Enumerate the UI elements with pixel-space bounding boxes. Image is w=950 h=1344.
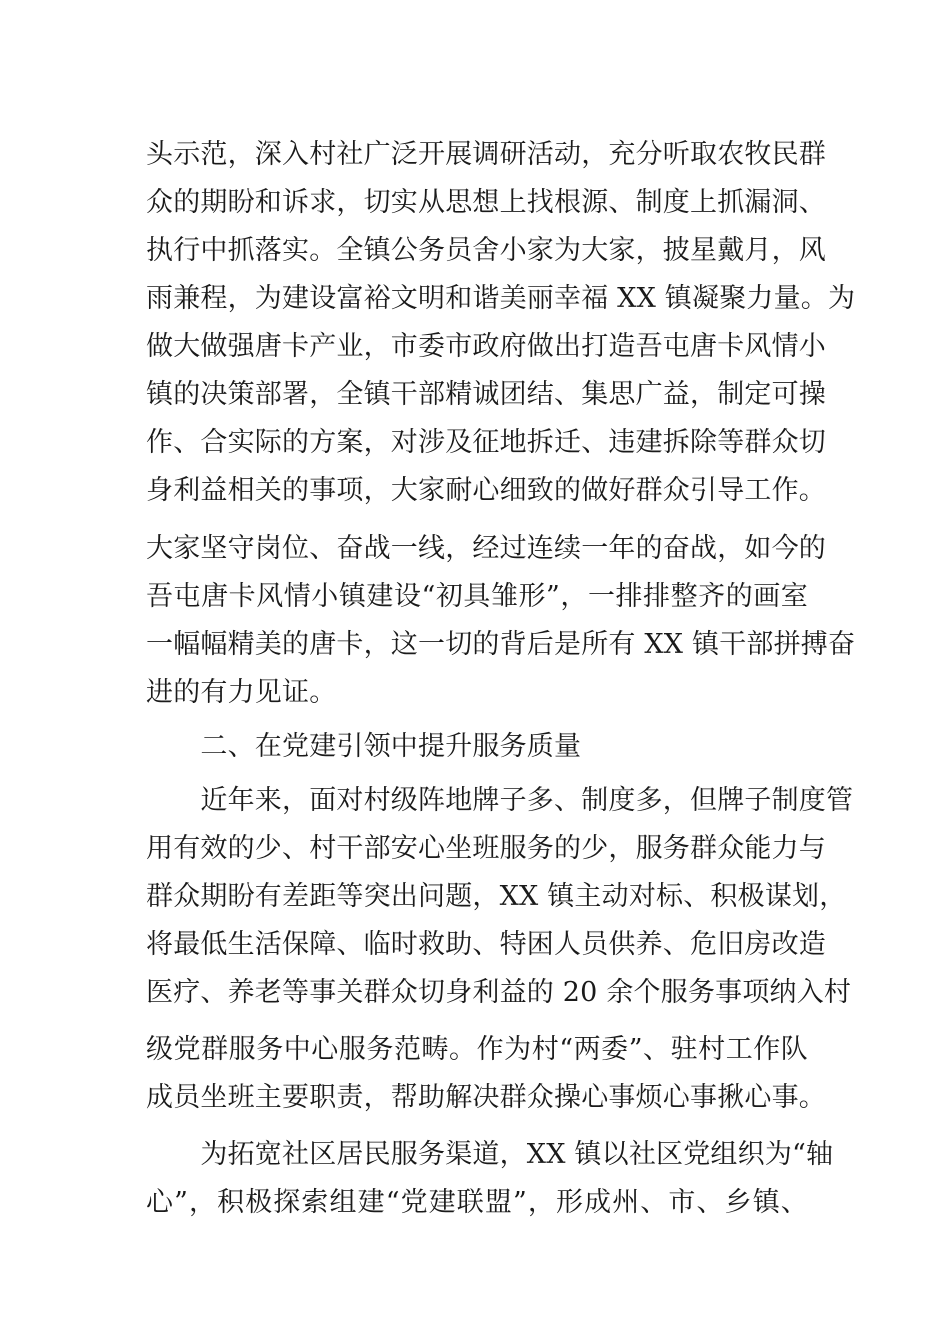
paragraph-line: 进的有力见证。 [146, 677, 337, 708]
paragraph-line: 做大做强唐卡产业，市委市政府做出打造吾屯唐卡风情小 [146, 331, 826, 362]
paragraph-line: 为拓宽社区居民服务渠道，XX 镇以社区党组织为“轴 [146, 1139, 834, 1170]
paragraph-line: 众的期盼和诉求，切实从思想上找根源、制度上抓漏洞、 [146, 187, 826, 218]
paragraph-line: 作、合实际的方案，对涉及征地拆迁、违建拆除等群众切 [146, 427, 826, 458]
paragraph-line: 医疗、养老等事关群众切身利益的 20 余个服务事项纳入村 [146, 977, 852, 1008]
paragraph-line: 级党群服务中心服务范畴。作为村“两委”、驻村工作队 [146, 1034, 808, 1065]
paragraph-line: 雨兼程，为建设富裕文明和谐美丽幸福 XX 镇凝聚力量。为 [146, 283, 856, 314]
paragraph-line: 近年来，面对村级阵地牌子多、制度多，但牌子制度管 [146, 785, 854, 816]
paragraph-line: 用有效的少、村干部安心坐班服务的少，服务群众能力与 [146, 833, 826, 864]
paragraph-line: 执行中抓落实。全镇公务员舍小家为大家，披星戴月，风 [146, 235, 826, 266]
paragraph-line: 将最低生活保障、临时救助、特困人员供养、危旧房改造 [146, 929, 826, 960]
paragraph-line: 心”，积极探索组建“党建联盟”，形成州、市、乡镇、 [146, 1187, 808, 1218]
paragraph-line: 身利益相关的事项，大家耐心细致的做好群众引导工作。 [146, 475, 826, 506]
paragraph-line: 头示范，深入村社广泛开展调研活动，充分听取农牧民群 [146, 139, 826, 170]
section-heading: 二、在党建引领中提升服务质量 [146, 731, 582, 762]
paragraph-line: 一幅幅精美的唐卡，这一切的背后是所有 XX 镇干部拼搏奋 [146, 629, 856, 660]
paragraph-line: 镇的决策部署，全镇干部精诚团结、集思广益，制定可操 [146, 379, 826, 410]
paragraph-line: 吾屯唐卡风情小镇建设“初具雏形”，一排排整齐的画室 [146, 581, 808, 612]
paragraph-line: 成员坐班主要职责，帮助解决群众操心事烦心事揪心事。 [146, 1082, 826, 1113]
paragraph-line: 大家坚守岗位、奋战一线，经过连续一年的奋战，如今的 [146, 533, 826, 564]
paragraph-line: 群众期盼有差距等突出问题，XX 镇主动对标、积极谋划， [146, 881, 847, 912]
